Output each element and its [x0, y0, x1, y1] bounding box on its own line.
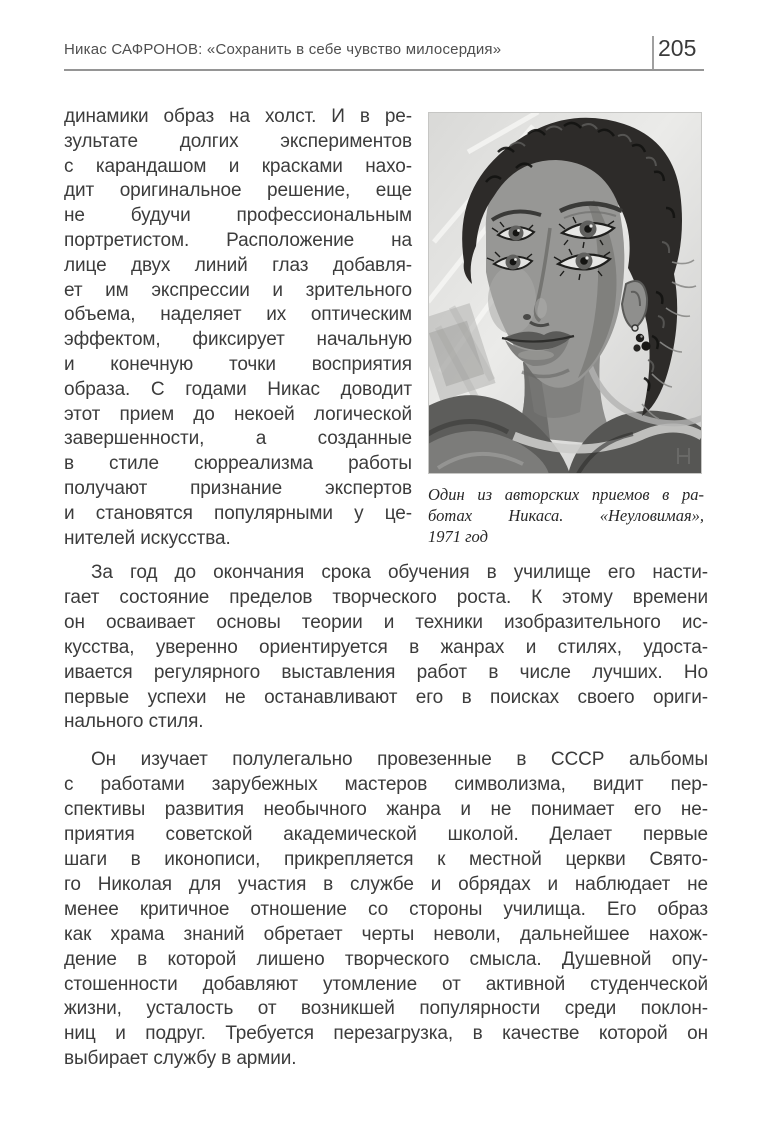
page-number: 205 [658, 35, 697, 61]
text-line: приятия советской академической школой. Делает первые [64, 824, 708, 846]
text-line: За год до окончания срока обучения в училище его насти- [91, 562, 708, 583]
figure-caption [428, 484, 704, 547]
text-line: кусства, уверенно ориентируется в жанрах и стилях, удоста- [64, 636, 708, 658]
text-line: нального стиля. [64, 711, 204, 733]
text-line: стошенности добавляют утомление от активной студенческой [64, 973, 708, 995]
text-line: дит оригинальное решение, еще [64, 180, 412, 202]
paragraph [64, 748, 708, 1072]
text-line: гает состояние пределов творческого роста. К этому времени [64, 586, 708, 608]
text-line: образа. С годами Никас доводит [64, 378, 412, 400]
text-line: шаги в иконописи, прикрепляется к местной церкви Свято- [64, 848, 708, 870]
text-line: менее критичное отношение со стороны училища. Его образ [64, 898, 708, 920]
text-line: спективы развития необычного жанра и не понимает его не- [64, 799, 708, 821]
text-line: как храма знаний обретает черты неволи, дальнейшее нахож- [64, 923, 708, 945]
text-line: Он изучает полулегально провезенные в СССР альбомы [91, 749, 708, 771]
text-line: жизни, усталость от возникшей популярности среди поклон- [64, 998, 708, 1020]
header-rule [64, 69, 704, 71]
text-line: Один из авторских приемов в ра- [428, 485, 704, 504]
text-line: го Николая для участия в службе и обрядах и наблюдает не [64, 873, 708, 895]
text-line: и становятся популярными у це- [64, 502, 412, 524]
text-line: дение в которой лишено творческого смысла. Душевной опу- [64, 948, 708, 970]
text-line: с работами зарубежных мастеров символизма, видит пер- [64, 774, 708, 796]
text-line: в стиле сюрреализма работы [64, 453, 412, 475]
text-line: ниц и подруг. Требуется перезагрузка, в качестве которой он [64, 1023, 708, 1045]
text-line: этот прием до некоей логической [64, 403, 412, 425]
left-text-column [64, 105, 412, 551]
text-line: нителей искусства. [64, 527, 231, 549]
text-line: зультате долгих экспериментов [64, 130, 412, 152]
text-line: получают признание экспертов [64, 477, 412, 499]
text-line: портретистом. Расположение на [64, 229, 412, 251]
surrealist-portrait-image [428, 112, 702, 474]
text-line: ет им экспрессии и зрительного [64, 279, 412, 301]
portrait-figure [428, 112, 702, 474]
text-line: лице двух линий глаз добавля- [64, 254, 412, 276]
text-line: первые успехи не останавливают его в поисках своего ориги- [64, 686, 708, 708]
text-line: динамики образ на холст. И в ре- [64, 106, 412, 127]
text-line: он осваивает основы теории и техники изобразительного ис- [64, 611, 708, 633]
text-line: эффектом, фиксирует начальную [64, 329, 412, 351]
text-line: 1971 год [428, 527, 488, 546]
text-line: ботах Никаса. «Неуловимая», [428, 506, 704, 525]
text-line: объема, наделяет их оптическим [64, 304, 412, 326]
running-title: Никас САФРОНОВ: «Сохранить в себе чувство милосердия» [64, 41, 502, 58]
text-line: и конечную точки восприятия [64, 353, 412, 375]
paragraph [64, 561, 708, 735]
text-line: не будучи профессиональным [64, 205, 412, 227]
header-vertical-divider [652, 36, 654, 70]
text-line: с карандашом и красками нахо- [64, 155, 412, 177]
body-text [64, 561, 708, 1072]
text-line: выбирает службу в армии. [64, 1048, 297, 1070]
text-line: ивается регулярного выставления работ в числе лучших. Но [64, 661, 708, 683]
text-line: завершенности, а созданные [64, 428, 412, 450]
